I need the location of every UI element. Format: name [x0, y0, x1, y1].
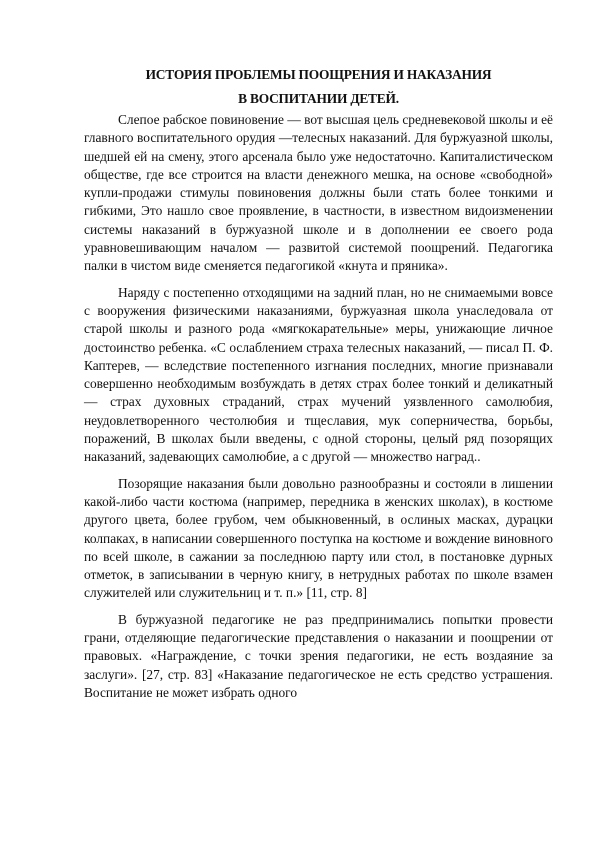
paragraph-1: Слепое рабское повиновение — вот высшая цель средневековой школы и её главного воспитательного орудия —телесных наказаний. Для буржуазной школы, шедшей ей на смену, этого арсенала было уже недостаточно. Капиталистическом обществе, где все строится на власти денежного мешка, на основе «свободной» купли-продажи стимулы повиновения должны были стать более тонкими и гибкими, Это нашло свое проявление, в частности, в известном видоизменении системы наказаний в буржуазной школе и в дополнении ее своего рода уравновешивающим началом — развитой системой поощрений. Педагогика палки в чистом виде сменяется педагогикой «кнута и пряника». — [84, 112, 553, 274]
paragraph-3: Позорящие наказания были довольно разнообразны и состояли в лишении какой-либо части костюма (например, передника в женских школах), в костюме другого цвета, более грубом, чем обыкновенный, в ослиных масках, дурацки колпаках, в написании совершенного поступка на костюме и вождение виновного по всей школе, в сажании за последнюю парту или стол, в постановке дурных отметок, в записывании в черную книгу, в нетрудных работах по школе взамен служителей или служительниц и т. п.» [11, стр. 8] — [84, 475, 553, 601]
paragraph-4: В буржуазной педагогике не раз предпринимались попытки провести грани, отделяющие педагогические представления о наказании и поощрении от правовых. «Награждение, с точки зрения педагогики, не есть воздаяние за заслуги». [27, стр. 83] «Наказание педагогическое не есть средство устрашения. Воспитание не может избрать одного — [84, 611, 553, 700]
document-title — [84, 63, 553, 111]
title-line-1: ИСТОРИЯ ПРОБЛЕМЫ ПООЩРЕНИЯ И НАКАЗАНИЯ — [145, 67, 492, 82]
title-line-2: В ВОСПИТАНИИ ДЕТЕЙ. — [238, 91, 399, 106]
paragraph-2: Наряду с постепенно отходящими на задний план, но не снимаемыми вовсе с вооружения физическими наказаниями, буржуазная школа унаследовала от старой школы и разного рода «мягкокарательные» меры, унижающие личное достоинство ребенка. «С ослаблением страха телесных наказаний, — писал П. Ф. Каптерев, — вследствие постепенного изгнания последних, многие признавали совершенно необходимым возбуждать в детях страх более тонкий и деликатный — страх духовных страданий, страх мучений уязвленного самолюбия, неудовлетворенного честолюбия и тщеславия, мук соперничества, борьбы, поражений, В школах были введены, с одной стороны, целый ряд позорящих наказаний, задевающих самолюбие, а с другой — множество наград.. — [84, 284, 553, 465]
